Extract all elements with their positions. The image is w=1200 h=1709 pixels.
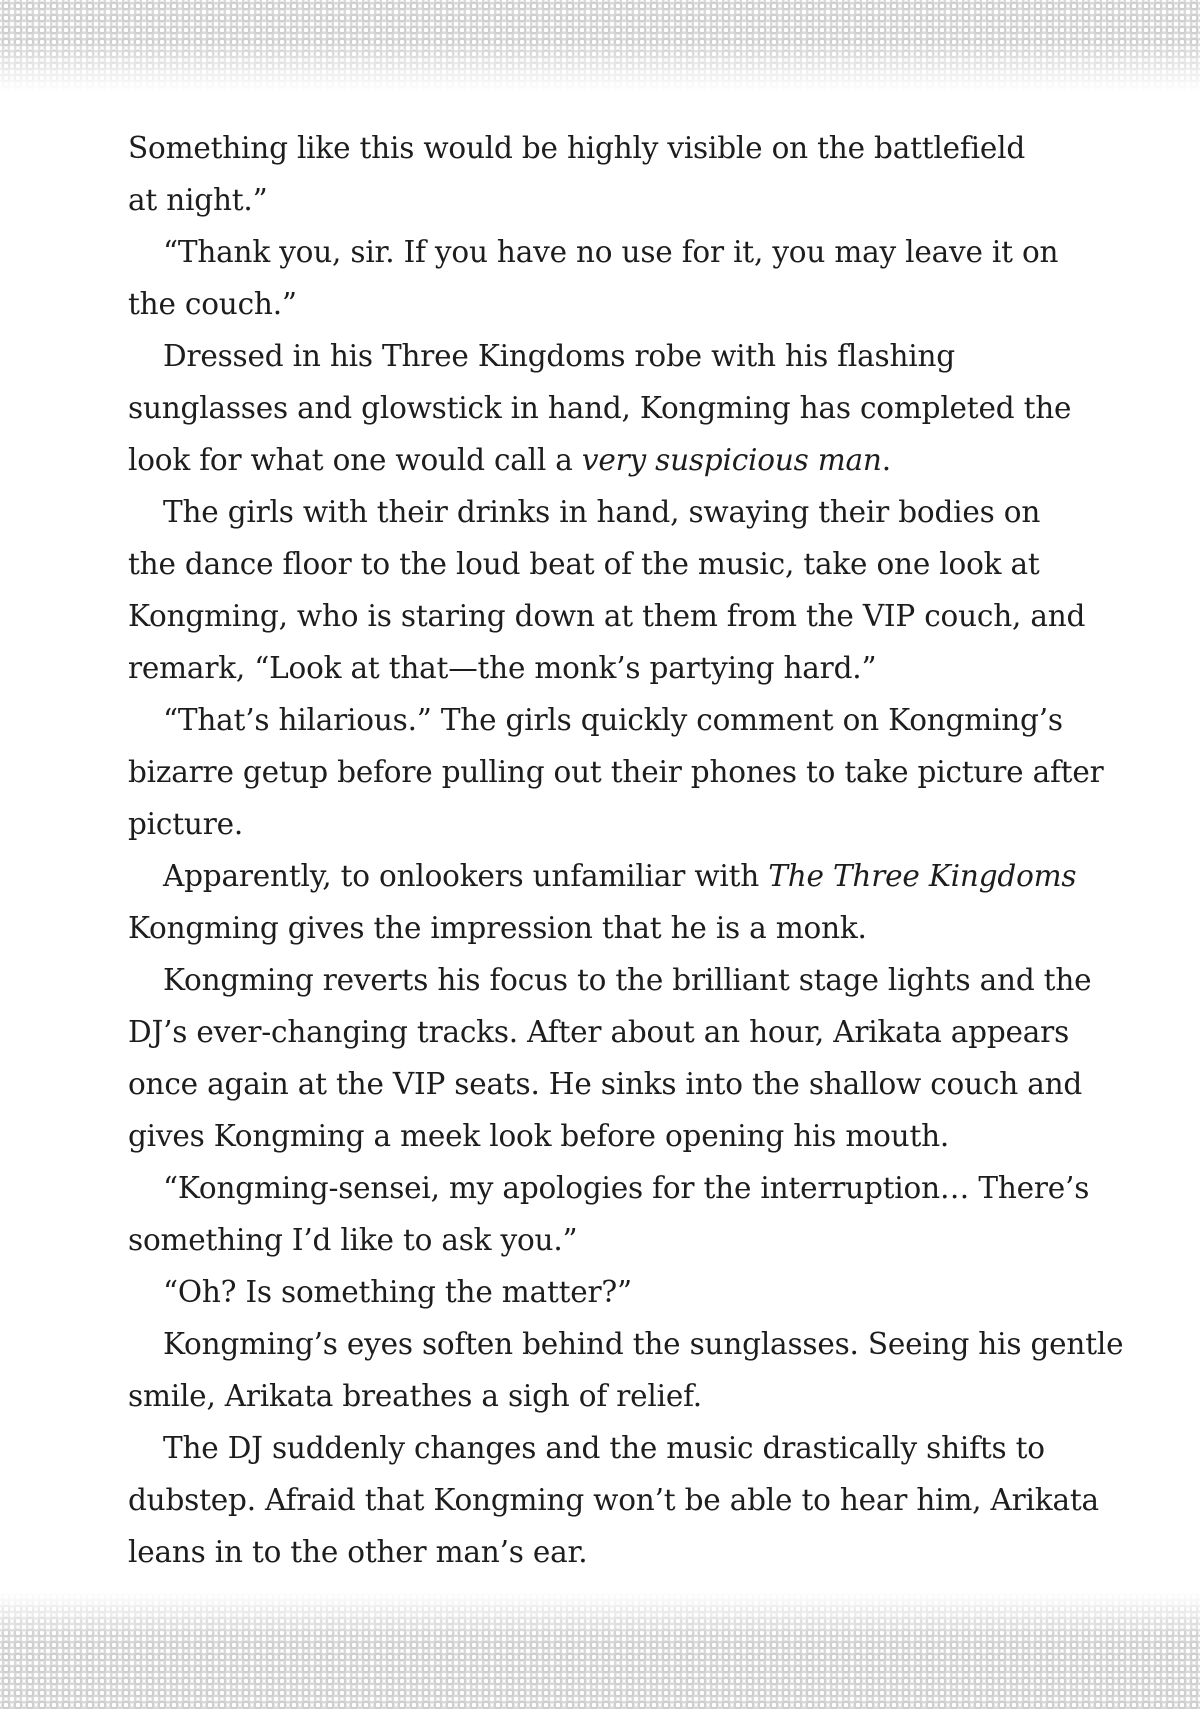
text-segment: “That’s hilarious.” The girls quickly comment on Kongming’s	[163, 703, 1063, 737]
text-segment: look for what one would call a	[128, 443, 582, 477]
text-segment: at night.”	[128, 183, 268, 217]
text-line	[128, 1162, 1103, 1214]
text-line	[128, 538, 1103, 590]
text-segment: the couch.”	[128, 287, 297, 321]
text-segment: DJ’s ever-changing tracks. After about an hour, Arikata appears	[128, 1015, 1070, 1049]
text-segment: remark, “Look at that—the monk’s partying hard.”	[128, 651, 877, 685]
text-segment: Something like this would be highly visible on the battlefield	[128, 131, 1026, 165]
text-segment: bizarre getup before pulling out their phones to take picture after	[128, 755, 1104, 789]
italic-text: very suspicious man	[581, 443, 882, 477]
text-segment: smile, Arikata breathes a sigh of relief.	[128, 1379, 702, 1413]
text-segment: Kongming’s eyes soften behind the sunglasses. Seeing his gentle	[163, 1327, 1124, 1361]
text-segment: .	[881, 443, 891, 477]
book-page-text	[128, 122, 1124, 1578]
text-segment: once again at the VIP seats. He sinks into the shallow couch and	[128, 1067, 1083, 1101]
text-line	[128, 434, 1103, 486]
text-segment: Dressed in his Three Kingdoms robe with his flashing	[163, 339, 955, 373]
text-line	[128, 278, 1103, 330]
text-line	[128, 798, 1103, 850]
text-line	[128, 122, 1103, 174]
text-segment: The girls with their drinks in hand, swaying their bodies on	[163, 495, 1041, 529]
text-segment: gives Kongming a meek look before opening his mouth.	[128, 1119, 950, 1153]
text-segment: “Kongming-sensei, my apologies for the interruption… There’s	[163, 1171, 1090, 1205]
text-line	[128, 1526, 1103, 1578]
text-line	[128, 174, 1103, 226]
text-segment: something I’d like to ask you.”	[128, 1223, 578, 1257]
text-line	[128, 746, 1103, 798]
text-segment: leans in to the other man’s ear.	[128, 1535, 588, 1569]
text-line	[128, 1422, 1103, 1474]
italic-text: The Three Kingdoms	[768, 859, 1077, 893]
text-segment: The DJ suddenly changes and the music drastically shifts to	[163, 1431, 1045, 1465]
text-segment: the dance floor to the loud beat of the music, take one look at	[128, 547, 1040, 581]
text-line	[128, 226, 1103, 278]
text-line	[128, 590, 1103, 642]
text-segment: Apparently, to onlookers unfamiliar with	[163, 859, 769, 893]
text-line	[128, 1058, 1103, 1110]
text-segment: sunglasses and glowstick in hand, Kongming has completed the	[128, 391, 1072, 425]
text-segment: picture.	[128, 807, 244, 841]
text-line	[128, 1318, 1124, 1370]
text-line	[128, 486, 1103, 538]
text-line	[128, 694, 1103, 746]
text-line	[128, 1214, 1103, 1266]
text-line	[128, 1006, 1103, 1058]
text-segment: Kongming, who is staring down at them from the VIP couch, and	[128, 599, 1086, 633]
text-line	[128, 954, 1103, 1006]
text-segment: “Thank you, sir. If you have no use for it, you may leave it on	[163, 235, 1059, 269]
text-segment: dubstep. Afraid that Kongming won’t be able to hear him, Arikata	[128, 1483, 1099, 1517]
text-segment: Kongming reverts his focus to the brilliant stage lights and the	[163, 963, 1092, 997]
decorative-pattern-top	[0, 0, 1200, 92]
text-line	[128, 642, 1103, 694]
decorative-pattern-bottom	[0, 1591, 1200, 1709]
text-segment: “Oh? Is something the matter?”	[163, 1275, 632, 1309]
text-line	[128, 902, 1103, 954]
text-line	[128, 330, 1103, 382]
text-line	[128, 1110, 1103, 1162]
text-line	[128, 850, 1103, 902]
text-line	[128, 1266, 1103, 1318]
text-line	[128, 1370, 1103, 1422]
text-segment: Kongming gives the impression that he is a monk.	[128, 911, 867, 945]
text-line	[128, 382, 1103, 434]
text-line	[128, 1474, 1103, 1526]
